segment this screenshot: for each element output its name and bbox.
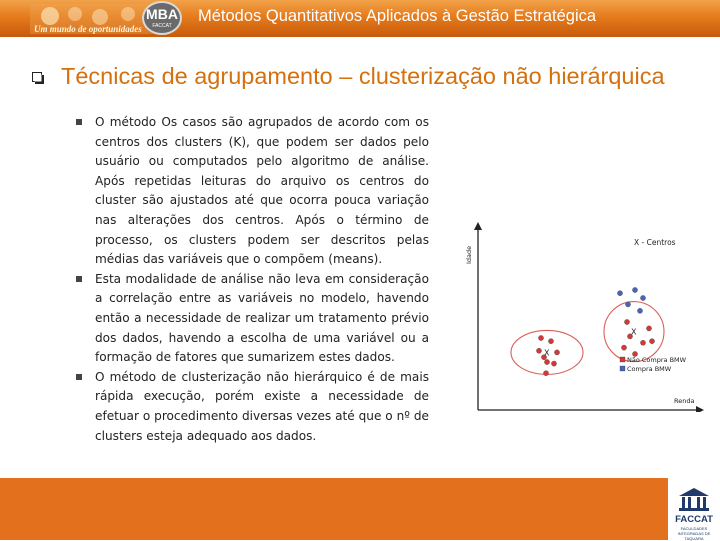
- faccat-logo-subtitle: FACULDADES INTEGRADAS DE TAQUARA: [677, 526, 711, 541]
- bullet-text: O método de clusterização não hierárquico é de mais rápida execução, porém existe a necessidade de efetuar o procedimento diversas vezes até que o nº de clusters esteja adequado aos dados.: [95, 369, 429, 443]
- bullet-item: [76, 270, 429, 368]
- legend-swatch: [620, 366, 625, 371]
- scatter-point: [640, 340, 645, 345]
- bullet-item: [76, 368, 429, 446]
- chart-annotation: X - Centros: [634, 238, 676, 247]
- checkbox-bullet-icon: [32, 72, 44, 84]
- slide-title: Técnicas de agrupamento – clusterização não hierárquica: [61, 63, 665, 89]
- faccat-emblem-icon: [677, 486, 711, 512]
- scatter-point: [543, 371, 548, 376]
- brand-tagline: Um mundo de oportunidades: [34, 24, 142, 34]
- header-title: Métodos Quantitativos Aplicados à Gestão Estratégica: [198, 7, 597, 25]
- scatter-point: [538, 335, 543, 340]
- cluster-center-marker: X: [631, 327, 637, 337]
- scatter-point: [554, 350, 559, 355]
- mba-logo: [142, 1, 182, 35]
- scatter-point: [536, 348, 541, 353]
- scatter-point: [649, 339, 654, 344]
- faccat-logo-text: FACCAT: [675, 514, 713, 525]
- bullet-text: Esta modalidade de análise não leva em consideração a correlação entre as variáveis no modelo, havendo então a necessidade de realizar um tratamento prévio dos dados, havendo a escolha de uma variável ou a formação de fatores que sumarizem estes dados.: [95, 271, 429, 365]
- cluster-scatter-chart: [458, 220, 704, 412]
- header-bar: [0, 0, 720, 37]
- scatter-point: [617, 291, 622, 296]
- square-bullet-icon: [76, 276, 82, 282]
- y-axis-arrow-icon: [474, 222, 482, 230]
- square-bullet-icon: [76, 374, 82, 380]
- x-axis-label: Renda: [674, 397, 695, 405]
- scatter-point: [624, 319, 629, 324]
- bullet-list: [76, 113, 429, 446]
- scatter-point: [548, 339, 553, 344]
- x-axis-arrow-icon: [696, 406, 704, 412]
- scatter-point: [625, 302, 630, 307]
- scatter-point: [621, 345, 626, 350]
- legend-swatch: [620, 357, 625, 362]
- square-bullet-icon: [76, 119, 82, 125]
- mba-logo-sub: FACCAT: [152, 23, 172, 29]
- legend-label: Compra BMW: [627, 365, 672, 373]
- scatter-point: [646, 326, 651, 331]
- mba-logo-text: MBA: [146, 6, 178, 22]
- faccat-logo: [668, 478, 720, 540]
- scatter-point: [632, 287, 637, 292]
- y-axis-label: Idade: [465, 245, 473, 264]
- legend-label: Não Compra BMW: [627, 356, 687, 364]
- scatter-point: [544, 359, 549, 364]
- footer-bar: [0, 478, 720, 540]
- scatter-point: [551, 361, 556, 366]
- scatter-point: [640, 295, 645, 300]
- scatter-point: [637, 308, 642, 313]
- bullet-item: [76, 113, 429, 270]
- cluster-center-marker: X: [544, 348, 550, 358]
- bullet-text: O método Os casos são agrupados de acordo com os centros dos clusters (K), que podem ser dados pelo usuário ou computados pelo algoritmo de análise. Após repetidas leituras do arquivo os centros do cluster são ajustados até que ocorra pouca variação nas alterações dos centros. Após o término de processo, os clusters podem ser descritos pelas médias das variáveis que o compõem (means).: [95, 115, 429, 267]
